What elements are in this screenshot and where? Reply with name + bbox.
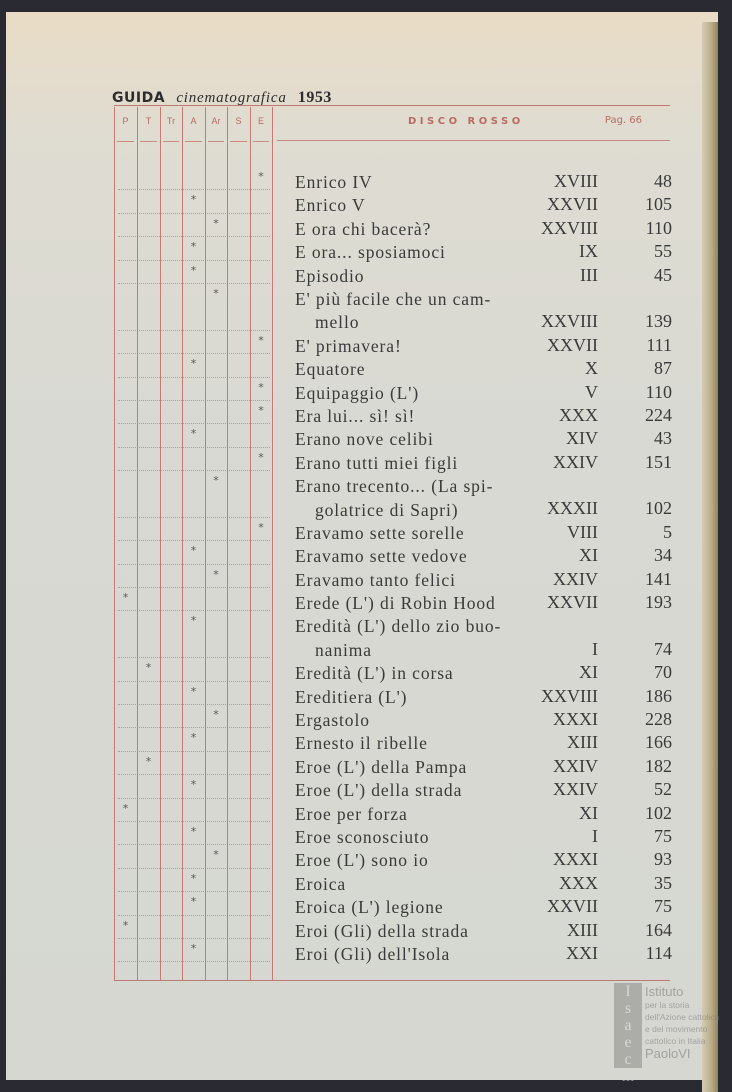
- dotted-guide: [118, 189, 270, 190]
- film-index-table: [114, 105, 670, 983]
- dotted-guide: [118, 844, 270, 845]
- index-entry: [114, 895, 670, 918]
- film-title: [295, 615, 565, 662]
- logo-letter: m: [621, 1068, 635, 1085]
- dotted-guide: [118, 423, 270, 424]
- volume-number: XIV: [566, 428, 598, 449]
- index-entry: [114, 872, 670, 895]
- film-title: [295, 920, 565, 943]
- dotted-guide: [118, 938, 270, 939]
- rating-star-e: *: [258, 403, 264, 417]
- column-header-p: P: [122, 116, 129, 126]
- film-title: [295, 218, 565, 241]
- dotted-guide: [118, 236, 270, 237]
- rating-star-e: *: [258, 380, 264, 394]
- index-entry: [114, 661, 670, 684]
- column-header-e: E: [257, 116, 264, 126]
- page-reference: 74: [654, 638, 672, 659]
- film-title: [295, 335, 565, 358]
- film-title: [295, 779, 565, 802]
- volume-number: VIII: [567, 521, 598, 542]
- volume-number: XXX: [559, 872, 598, 893]
- volume-number: XXXI: [553, 709, 598, 730]
- film-title-text: Eroi (Gli) dell'Isola: [295, 943, 451, 964]
- volume-number: XXX: [559, 404, 598, 425]
- index-entry: [114, 404, 670, 427]
- page-reference: 48: [654, 170, 672, 191]
- column-header-s: S: [235, 116, 242, 126]
- header-year: 1953: [297, 89, 332, 106]
- index-entry: [114, 287, 670, 334]
- index-entry: [114, 778, 670, 801]
- film-title-text: Erede (L') di Robin Hood: [295, 593, 496, 614]
- rating-star-a: *: [190, 427, 197, 441]
- film-title: [295, 662, 565, 685]
- rating-star-a: *: [190, 263, 197, 277]
- column-header-rule: [253, 141, 269, 142]
- index-entry: [114, 451, 670, 474]
- volume-number: XXVIII: [541, 685, 598, 706]
- film-title: [295, 288, 565, 335]
- index-entry: [114, 755, 670, 778]
- rating-star-a: *: [190, 544, 197, 558]
- logo-line: per la storia: [645, 1000, 690, 1010]
- rating-star-ar: *: [213, 708, 219, 722]
- dotted-guide: [118, 798, 270, 799]
- dotted-guide: [118, 283, 270, 284]
- rating-star-t: *: [145, 661, 152, 675]
- logo-line: e del movimento: [645, 1024, 708, 1034]
- section-title: DISCO ROSSO: [408, 116, 524, 127]
- film-title: [295, 803, 565, 826]
- film-title-text: Eredità (L') in corsa: [295, 663, 454, 684]
- film-title-text: Ergastolo: [295, 710, 370, 731]
- volume-number: I: [592, 638, 598, 659]
- page-reference: 75: [654, 825, 672, 846]
- film-title: [295, 171, 565, 194]
- film-title-text: Eroe per forza: [295, 803, 408, 824]
- dotted-guide: [118, 517, 270, 518]
- volume-number: I: [592, 825, 598, 846]
- index-entry: [114, 614, 670, 661]
- index-entry: [114, 848, 670, 871]
- film-title-text: E' più facile che un cam-: [295, 288, 492, 309]
- header-guida: GUIDA: [112, 90, 166, 106]
- dotted-guide: [118, 751, 270, 752]
- volume-number: XI: [579, 545, 598, 566]
- film-title-text: Episodio: [295, 265, 365, 286]
- page-reference: 228: [645, 709, 672, 730]
- rating-star-ar: *: [213, 567, 219, 581]
- film-title-text: Era lui... sì! sì!: [295, 405, 416, 426]
- page-reference: 182: [645, 755, 672, 776]
- logo-line: dell'Azione cattolica: [645, 1012, 720, 1022]
- volume-number: III: [580, 264, 598, 285]
- index-entry: [114, 591, 670, 614]
- logo-text: [645, 985, 719, 1061]
- page-reference: 105: [645, 194, 672, 215]
- dotted-guide: [118, 704, 270, 705]
- index-entry: [114, 427, 670, 450]
- entries-list: [114, 170, 670, 965]
- volume-number: XXVIII: [541, 217, 598, 238]
- rating-star-a: *: [190, 684, 197, 698]
- page-reference: 43: [654, 428, 672, 449]
- page-reference: 102: [645, 498, 672, 519]
- dotted-guide: [118, 961, 270, 962]
- page-number: Pag. 66: [604, 115, 642, 126]
- film-title-continuation: nanima: [315, 639, 372, 660]
- rating-star-a: *: [190, 778, 197, 792]
- logo-letter: e: [624, 1034, 632, 1051]
- rating-star-a: *: [190, 614, 197, 628]
- film-title-text: E' primavera!: [295, 335, 402, 356]
- dotted-guide: [118, 681, 270, 682]
- column-header-rule: [230, 141, 247, 142]
- index-entry: [114, 264, 670, 287]
- page-reference: 93: [654, 849, 672, 870]
- dotted-guide: [118, 587, 270, 588]
- dotted-guide: [118, 540, 270, 541]
- header-subtitle: cinematografica: [176, 90, 287, 106]
- film-title-text: Equipaggio (L'): [295, 382, 420, 403]
- volume-number: XIII: [567, 732, 598, 753]
- rating-star-e: *: [258, 450, 264, 464]
- volume-number: XIII: [567, 919, 598, 940]
- dotted-guide: [118, 727, 270, 728]
- film-title-text: E ora chi bacerà?: [295, 218, 432, 239]
- film-title: [295, 382, 565, 405]
- volume-number: XXVII: [547, 334, 598, 355]
- bottom-rule: [114, 980, 670, 981]
- rating-star-ar: *: [213, 216, 219, 230]
- film-title-text: Eroi (Gli) della strada: [295, 920, 469, 941]
- page-reference: 111: [646, 334, 672, 355]
- volume-number: XXVII: [547, 194, 598, 215]
- index-entry: [114, 381, 670, 404]
- film-title-text: Eravamo sette vedove: [295, 546, 468, 567]
- rating-star-ar: *: [213, 848, 219, 862]
- index-entry: [114, 919, 670, 942]
- rating-star-e: *: [258, 520, 264, 534]
- index-entry: [114, 521, 670, 544]
- volume-number: XXIV: [553, 755, 598, 776]
- film-title-text: Enrico IV: [295, 172, 373, 192]
- film-title: [295, 405, 565, 428]
- index-entry: [114, 731, 670, 754]
- volume-number: XI: [579, 802, 598, 823]
- film-title: [295, 358, 565, 381]
- page-reference: 52: [654, 779, 672, 800]
- page-reference: 193: [645, 592, 672, 613]
- logo-letter: c: [624, 1051, 632, 1068]
- volume-number: XXI: [566, 942, 598, 963]
- dotted-guide: [118, 260, 270, 261]
- rating-star-a: *: [190, 240, 197, 254]
- index-entry: [114, 708, 670, 731]
- film-title: [295, 709, 565, 732]
- index-entry: [114, 170, 670, 193]
- film-title: [295, 428, 565, 451]
- column-header-rule: [185, 141, 202, 142]
- volume-number: V: [585, 381, 598, 402]
- page-reference: 45: [654, 264, 672, 285]
- dotted-guide: [118, 400, 270, 401]
- film-title-text: Eroe (L') sono io: [295, 850, 429, 871]
- page-reference: 35: [654, 872, 672, 893]
- dotted-guide: [118, 657, 270, 658]
- volume-number: XXVIII: [541, 311, 598, 332]
- film-title-text: Eroica: [295, 873, 347, 894]
- dotted-guide: [118, 470, 270, 471]
- index-entry: [114, 474, 670, 521]
- dotted-guide: [118, 610, 270, 611]
- film-title: [295, 849, 565, 872]
- logo-line: Istituto: [645, 984, 684, 999]
- column-header-ar: Ar: [211, 116, 221, 126]
- film-title-text: Equatore: [295, 359, 366, 380]
- film-title: [295, 592, 565, 615]
- page-reference: 5: [663, 521, 672, 542]
- logo-line: PaoloVI: [645, 1046, 691, 1061]
- film-title-text: E ora... sposiamoci: [295, 242, 446, 263]
- logo-line: cattolico in Italia: [645, 1036, 706, 1046]
- film-title-text: Enrico V: [295, 195, 366, 216]
- page-reference: 87: [654, 358, 672, 379]
- volume-number: XXVII: [547, 896, 598, 917]
- page-reference: 75: [654, 896, 672, 917]
- dotted-guide: [118, 564, 270, 565]
- volume-number: XXVII: [547, 592, 598, 613]
- film-title: [295, 873, 565, 896]
- rating-star-ar: *: [213, 286, 219, 300]
- column-header-tr: Tr: [166, 116, 176, 126]
- index-entry: [114, 217, 670, 240]
- volume-number: X: [585, 358, 598, 379]
- film-title: [295, 241, 565, 264]
- dotted-guide: [118, 447, 270, 448]
- film-title: [295, 896, 565, 919]
- dotted-guide: [118, 774, 270, 775]
- page-reference: 114: [645, 942, 672, 963]
- rating-star-a: *: [190, 357, 197, 371]
- rating-star-a: *: [190, 895, 197, 909]
- page-reference: 55: [654, 241, 672, 262]
- page-reference: 34: [654, 545, 672, 566]
- film-title-text: Ereditiera (L'): [295, 686, 408, 707]
- dotted-guide: [118, 915, 270, 916]
- index-entry: [114, 568, 670, 591]
- index-entry: [114, 685, 670, 708]
- volume-number: IX: [579, 241, 598, 262]
- logo-letter-block: [614, 983, 642, 1085]
- film-title-text: Ernesto il ribelle: [295, 733, 428, 754]
- header-underline: [277, 140, 670, 141]
- film-title: [295, 686, 565, 709]
- film-title: [295, 826, 565, 849]
- film-title-text: Eravamo sette sorelle: [295, 522, 465, 543]
- column-header-t: T: [145, 116, 152, 126]
- volume-number: XVIII: [554, 170, 598, 191]
- page-reference: 110: [645, 381, 672, 402]
- film-title: [295, 452, 565, 475]
- rating-star-p: *: [122, 591, 129, 605]
- rating-star-a: *: [190, 941, 197, 955]
- index-entry: [114, 802, 670, 825]
- film-title-continuation: golatrice di Sapri): [315, 499, 459, 520]
- film-title-text: Erano trecento... (La spi-: [295, 476, 494, 497]
- index-entry: [114, 825, 670, 848]
- film-title-text: Eroica (L') legione: [295, 897, 444, 918]
- rating-star-p: *: [122, 801, 129, 815]
- film-title-text: Eroe sconosciuto: [295, 826, 430, 847]
- volume-number: XI: [579, 662, 598, 683]
- logo-letter: a: [624, 1017, 632, 1034]
- page-reference: 102: [645, 802, 672, 823]
- isacem-watermark-logo: [614, 983, 732, 1085]
- dotted-guide: [118, 330, 270, 331]
- film-title-text: Erano tutti miei figli: [295, 452, 459, 473]
- film-title-text: Eroe (L') della Pampa: [295, 756, 468, 777]
- dotted-guide: [118, 353, 270, 354]
- dotted-guide: [118, 891, 270, 892]
- index-entry: [114, 240, 670, 263]
- column-header-a: A: [190, 116, 197, 126]
- film-title: [295, 475, 565, 522]
- rating-star-a: *: [190, 731, 197, 745]
- page-reference: 139: [645, 311, 672, 332]
- column-header-rule: [163, 141, 179, 142]
- index-entry: [114, 942, 670, 965]
- logo-letter: s: [624, 1000, 632, 1017]
- volume-number: XXIV: [553, 779, 598, 800]
- film-title-text: Eredità (L') dello zio buo-: [295, 616, 502, 637]
- page-reference: 70: [654, 662, 672, 683]
- page-edge: [702, 22, 718, 1092]
- film-title-text: Erano nove celibi: [295, 429, 434, 450]
- film-title: [295, 522, 565, 545]
- page-reference: 186: [645, 685, 672, 706]
- page-reference: 164: [645, 919, 672, 940]
- volume-number: XXIV: [553, 451, 598, 472]
- film-title-continuation: mello: [315, 312, 360, 333]
- index-entry: [114, 334, 670, 357]
- film-title: [295, 943, 565, 966]
- index-entry: [114, 193, 670, 216]
- volume-number: XXXI: [553, 849, 598, 870]
- page-reference: 224: [645, 404, 672, 425]
- rating-star-a: *: [190, 871, 197, 885]
- film-title-text: Eravamo tanto felici: [295, 569, 456, 590]
- film-title: [295, 545, 565, 568]
- film-title: [295, 732, 565, 755]
- dotted-guide: [118, 377, 270, 378]
- film-title-text: Eroe (L') della strada: [295, 780, 463, 801]
- volume-number: XXIV: [553, 568, 598, 589]
- rating-star-e: *: [258, 170, 264, 183]
- film-title: [295, 569, 565, 592]
- rating-star-e: *: [258, 333, 264, 347]
- column-header-rule: [140, 141, 157, 142]
- rating-star-a: *: [190, 193, 197, 207]
- rating-star-p: *: [122, 918, 129, 932]
- volume-number: XXXII: [547, 498, 598, 519]
- dotted-guide: [118, 213, 270, 214]
- page-reference: 141: [645, 568, 672, 589]
- film-title: [295, 194, 565, 217]
- index-entry: [114, 544, 670, 567]
- column-header-rule: [208, 141, 224, 142]
- column-header-rule: [117, 141, 134, 142]
- dotted-guide: [118, 821, 270, 822]
- film-title: [295, 265, 565, 288]
- rating-star-ar: *: [213, 474, 219, 488]
- rating-star-a: *: [190, 824, 197, 838]
- top-rule: [114, 105, 670, 106]
- dotted-guide: [118, 868, 270, 869]
- page-reference: 110: [645, 217, 672, 238]
- page-reference: 166: [645, 732, 672, 753]
- index-entry: [114, 357, 670, 380]
- rating-star-t: *: [145, 754, 152, 768]
- logo-letter: I: [625, 983, 631, 1000]
- film-title: [295, 756, 565, 779]
- page-reference: 151: [645, 451, 672, 472]
